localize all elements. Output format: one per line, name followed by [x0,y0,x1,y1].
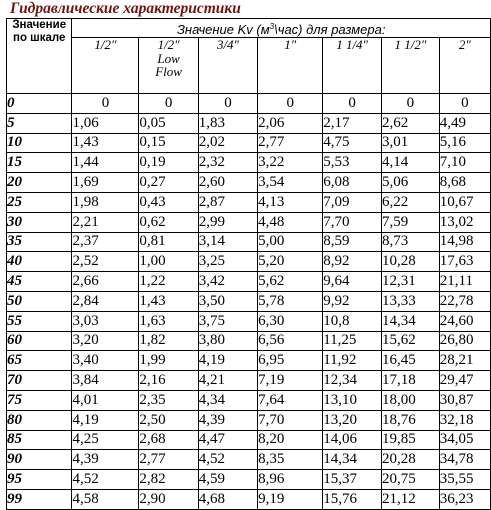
scale-header-line1: Значение [12,19,67,31]
kv-value-cell: 8,73 [381,232,439,252]
kv-value-cell: 0 [323,94,382,114]
kv-value-cell: 20,28 [381,450,439,470]
kv-value-cell: 5,16 [439,133,490,153]
scale-value-cell: 75 [7,390,72,410]
kv-value-cell: 4,52 [72,470,139,490]
kv-value-cell: 7,70 [258,410,323,430]
kv-value-cell: 1,06 [72,113,139,133]
kv-value-cell: 4,49 [439,113,490,133]
kv-value-cell: 32,18 [439,410,490,430]
kv-value-cell: 4,47 [198,430,257,450]
scale-column-header [7,19,72,94]
kv-value-cell: 2,77 [258,133,323,153]
kv-value-cell: 5,62 [258,272,323,292]
size-header-line: 2" [458,37,471,52]
kv-value-cell: 3,14 [198,232,257,252]
kv-value-cell: 4,59 [198,470,257,490]
kv-value-cell: 22,78 [439,291,490,311]
kv-value-cell: 14,98 [439,232,490,252]
kv-value-cell: 1,43 [139,291,198,311]
kv-value-cell: 5,00 [258,232,323,252]
hydraulic-characteristics-table [6,18,491,510]
kv-value-cell: 6,56 [258,331,323,351]
kv-value-cell: 3,42 [198,272,257,292]
kv-value-cell: 2,06 [258,113,323,133]
kv-value-cell: 8,68 [439,173,490,193]
kv-value-cell: 2,66 [72,272,139,292]
table-row [7,291,491,311]
kv-value-cell: 2,60 [198,173,257,193]
kv-value-cell: 5,20 [258,252,323,272]
kv-value-cell: 16,45 [381,351,439,371]
kv-value-cell: 3,50 [198,291,257,311]
size-header-line: Flow [155,64,182,79]
kv-value-cell: 3,84 [72,371,139,391]
kv-header-superscript: 3 [269,22,275,31]
kv-value-cell: 35,55 [439,470,490,490]
scale-value-cell: 70 [7,371,72,391]
table-row [7,232,491,252]
kv-value-cell: 15,76 [323,489,382,509]
size-header-line: Low [157,50,180,66]
kv-value-cell: 2,90 [139,489,198,509]
kv-value-cell: 5,78 [258,291,323,311]
kv-value-cell: 0,05 [139,113,198,133]
scale-value-cell: 99 [7,489,72,509]
kv-value-cell: 2,37 [72,232,139,252]
kv-value-cell: 0,81 [139,232,198,252]
document-title: Гидравлические характеристики [10,0,241,17]
size-column-header [72,38,139,94]
kv-value-cell: 12,31 [381,272,439,292]
kv-value-cell: 21,11 [439,272,490,292]
kv-value-cell: 1,63 [139,311,198,331]
kv-value-cell: 3,75 [198,311,257,331]
kv-value-cell: 0,43 [139,192,198,212]
kv-value-cell: 7,59 [381,212,439,232]
kv-value-cell: 2,77 [139,450,198,470]
table-row [7,252,491,272]
kv-value-cell: 2,82 [139,470,198,490]
kv-value-cell: 2,02 [198,133,257,153]
scale-value-cell: 15 [7,153,72,173]
kv-value-cell: 5,06 [381,173,439,193]
kv-value-cell: 11,92 [323,351,382,371]
kv-value-cell: 1,00 [139,252,198,272]
size-column-header [323,38,382,94]
scale-value-cell: 30 [7,212,72,232]
kv-value-cell: 2,17 [323,113,382,133]
kv-value-cell: 1,43 [72,133,139,153]
kv-value-cell: 28,21 [439,351,490,371]
kv-value-cell: 3,80 [198,331,257,351]
scale-value-cell: 95 [7,470,72,490]
kv-value-cell: 2,52 [72,252,139,272]
size-column-header [198,38,257,94]
kv-value-cell: 4,75 [323,133,382,153]
kv-value-cell: 2,68 [139,430,198,450]
size-header-line: 1/2" [157,37,180,52]
kv-value-cell: 4,19 [72,410,139,430]
kv-value-cell: 2,99 [198,212,257,232]
kv-value-cell: 1,44 [72,153,139,173]
kv-value-cell: 2,50 [139,410,198,430]
size-header-line: 3/4" [216,37,240,52]
table-row [7,450,491,470]
kv-value-cell: 10,67 [439,192,490,212]
kv-value-cell: 4,13 [258,192,323,212]
kv-value-cell: 34,05 [439,430,490,450]
kv-value-cell: 13,02 [439,212,490,232]
table-row [7,192,491,212]
kv-value-cell: 13,10 [323,390,382,410]
kv-value-cell: 2,62 [381,113,439,133]
kv-value-cell: 1,22 [139,272,198,292]
kv-value-cell: 3,01 [381,133,439,153]
kv-value-cell: 34,78 [439,450,490,470]
kv-group-header [72,19,491,38]
scale-value-cell: 10 [7,133,72,153]
kv-header-text-end: \час) для размера: [274,22,386,37]
kv-value-cell: 3,40 [72,351,139,371]
kv-value-cell: 0,62 [139,212,198,232]
size-column-header [139,38,198,94]
kv-value-cell: 18,76 [381,410,439,430]
kv-value-cell: 5,53 [323,153,382,173]
kv-value-cell: 7,70 [323,212,382,232]
table-row [7,311,491,331]
table-row [7,489,491,509]
scale-value-cell: 90 [7,450,72,470]
kv-value-cell: 2,21 [72,212,139,232]
kv-value-cell: 29,47 [439,371,490,391]
scale-value-cell: 45 [7,272,72,292]
scale-value-cell: 0 [7,94,72,114]
kv-value-cell: 36,23 [439,489,490,509]
kv-value-cell: 3,03 [72,311,139,331]
kv-value-cell: 1,82 [139,331,198,351]
table-row [7,94,491,114]
table-row [7,351,491,371]
kv-value-cell: 2,35 [139,390,198,410]
kv-value-cell: 24,60 [439,311,490,331]
kv-value-cell: 4,68 [198,489,257,509]
kv-value-cell: 0 [381,94,439,114]
table-body [7,94,491,510]
kv-value-cell: 4,01 [72,390,139,410]
scale-value-cell: 35 [7,232,72,252]
kv-value-cell: 7,10 [439,153,490,173]
table-row [7,173,491,193]
kv-value-cell: 10,28 [381,252,439,272]
scale-value-cell: 85 [7,430,72,450]
kv-value-cell: 0 [198,94,257,114]
kv-value-cell: 8,20 [258,430,323,450]
kv-value-cell: 15,62 [381,331,439,351]
table-row [7,390,491,410]
scale-value-cell: 50 [7,291,72,311]
kv-value-cell: 3,25 [198,252,257,272]
kv-value-cell: 14,34 [323,450,382,470]
size-header-line: 1/2" [94,37,117,52]
kv-value-cell: 30,87 [439,390,490,410]
size-header-row [7,38,491,94]
kv-value-cell: 4,48 [258,212,323,232]
kv-value-cell: 14,06 [323,430,382,450]
kv-value-cell: 12,34 [323,371,382,391]
kv-value-cell: 2,16 [139,371,198,391]
table-row [7,212,491,232]
kv-value-cell: 8,96 [258,470,323,490]
kv-value-cell: 17,18 [381,371,439,391]
kv-value-cell: 6,95 [258,351,323,371]
kv-value-cell: 1,99 [139,351,198,371]
kv-value-cell: 21,12 [381,489,439,509]
kv-value-cell: 11,25 [323,331,382,351]
kv-value-cell: 8,59 [323,232,382,252]
kv-value-cell: 4,58 [72,489,139,509]
kv-value-cell: 1,83 [198,113,257,133]
kv-value-cell: 2,84 [72,291,139,311]
kv-value-cell: 9,64 [323,272,382,292]
kv-value-cell: 9,19 [258,489,323,509]
table-row [7,371,491,391]
kv-value-cell: 7,09 [323,192,382,212]
table-row [7,430,491,450]
scale-header-line2: по шкале [13,32,66,44]
kv-value-cell: 0 [439,94,490,114]
kv-value-cell: 0,27 [139,173,198,193]
kv-header-text: Значение Kv (м [176,22,270,37]
kv-value-cell: 4,52 [198,450,257,470]
scale-value-cell: 80 [7,410,72,430]
kv-value-cell: 6,08 [323,173,382,193]
kv-value-cell: 13,33 [381,291,439,311]
kv-value-cell: 3,22 [258,153,323,173]
scale-value-cell: 25 [7,192,72,212]
kv-value-cell: 7,64 [258,390,323,410]
kv-value-cell: 0,15 [139,133,198,153]
kv-value-cell: 2,32 [198,153,257,173]
size-column-header [258,38,323,94]
kv-value-cell: 7,19 [258,371,323,391]
kv-value-cell: 4,21 [198,371,257,391]
table-row [7,410,491,430]
size-column-header [381,38,439,94]
kv-value-cell: 17,63 [439,252,490,272]
scale-value-cell: 40 [7,252,72,272]
kv-value-cell: 1,98 [72,192,139,212]
kv-value-cell: 4,39 [72,450,139,470]
kv-value-cell: 10,8 [323,311,382,331]
scale-value-cell: 55 [7,311,72,331]
kv-value-cell: 13,20 [323,410,382,430]
kv-value-cell: 4,25 [72,430,139,450]
kv-value-cell: 0 [258,94,323,114]
kv-value-cell: 1,69 [72,173,139,193]
kv-value-cell: 8,92 [323,252,382,272]
kv-value-cell: 8,35 [258,450,323,470]
kv-value-cell: 3,54 [258,173,323,193]
kv-value-cell: 14,34 [381,311,439,331]
kv-value-cell: 20,75 [381,470,439,490]
kv-value-cell: 6,22 [381,192,439,212]
kv-value-cell: 4,14 [381,153,439,173]
scale-value-cell: 65 [7,351,72,371]
kv-value-cell: 9,92 [323,291,382,311]
kv-value-cell: 26,80 [439,331,490,351]
scale-value-cell: 60 [7,331,72,351]
size-header-line: 1 1/2" [394,37,427,52]
kv-value-cell: 2,87 [198,192,257,212]
size-column-header [439,38,490,94]
kv-value-cell: 19,85 [381,430,439,450]
kv-value-cell: 0 [139,94,198,114]
kv-value-cell: 3,20 [72,331,139,351]
table-row [7,331,491,351]
size-header-line: 1 1/4" [336,37,369,52]
table-row [7,153,491,173]
scale-value-cell: 5 [7,113,72,133]
kv-value-cell: 6,30 [258,311,323,331]
kv-value-cell: 0 [72,94,139,114]
kv-value-cell: 4,19 [198,351,257,371]
table-row [7,113,491,133]
kv-value-cell: 4,34 [198,390,257,410]
kv-value-cell: 15,37 [323,470,382,490]
table-row [7,470,491,490]
kv-value-cell: 4,39 [198,410,257,430]
table-row [7,272,491,292]
scale-value-cell: 20 [7,173,72,193]
kv-value-cell: 18,00 [381,390,439,410]
size-header-line: 1" [284,37,297,52]
kv-value-cell: 0,19 [139,153,198,173]
table-row [7,133,491,153]
